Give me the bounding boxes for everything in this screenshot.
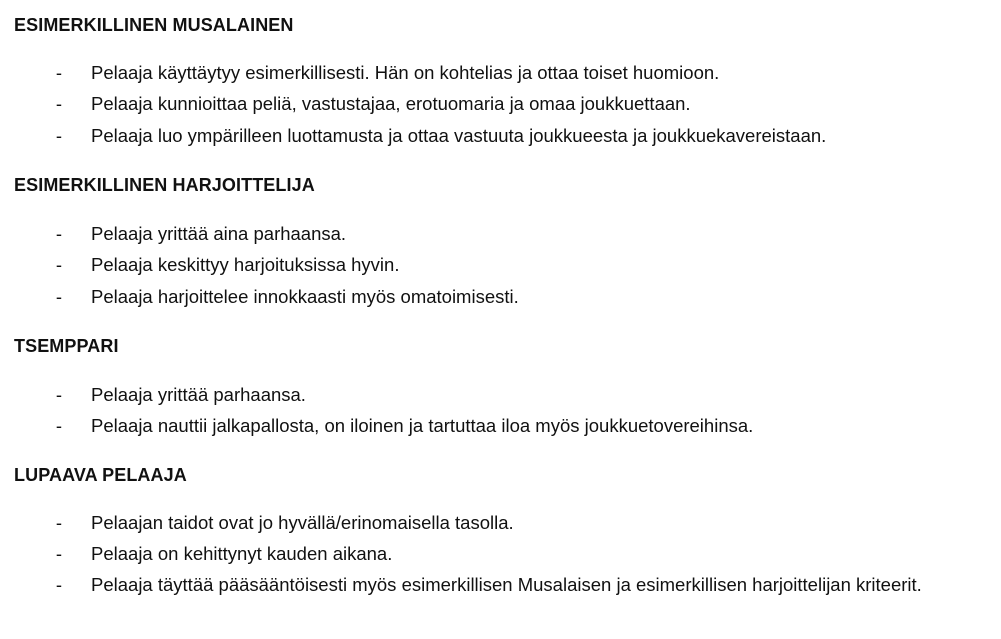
- list-item-text: Pelaaja keskittyy harjoituksissa hyvin.: [91, 254, 400, 275]
- section-heading-tsemppari: TSEMPPARI: [14, 336, 119, 356]
- list-item: [0, 380, 1001, 410]
- bullet-dash: -: [55, 125, 63, 146]
- list-item-text: Pelaajan taidot ovat jo hyvällä/erinomaisella tasolla.: [91, 512, 514, 533]
- bullet-dash: -: [55, 543, 63, 564]
- list-item-text: Pelaaja käyttäytyy esimerkillisesti. Hän on kohtelias ja ottaa toiset huomioon.: [91, 62, 720, 83]
- list-item-text: Pelaaja täyttää pääsääntöisesti myös esimerkillisen Musalaisen ja esimerkillisen harjoittelijan kriteerit.: [91, 574, 922, 595]
- list-item: [0, 570, 1001, 630]
- list-item-text: Pelaaja harjoittelee innokkaasti myös omatoimisesti.: [91, 286, 519, 307]
- bullet-dash: -: [55, 286, 63, 307]
- list-item-text: Pelaaja yrittää aina parhaansa.: [91, 223, 347, 244]
- section-heading-lupaava-pelaaja: LUPAAVA PELAAJA: [14, 465, 187, 485]
- list-item: [0, 250, 1001, 280]
- list-item: [0, 282, 1001, 312]
- list-item-text: Pelaaja yrittää parhaansa.: [91, 384, 306, 405]
- bullet-dash: -: [55, 384, 63, 405]
- list-item-text: Pelaaja nauttii jalkapallosta, on iloinen ja tartuttaa iloa myös joukkuetovereihinsa.: [91, 415, 754, 436]
- list-item: [0, 121, 1001, 151]
- list-item: [0, 539, 1001, 569]
- list-item: [0, 508, 1001, 538]
- list-item: [0, 58, 1001, 88]
- bullet-dash: -: [55, 93, 63, 114]
- section-heading-esimerkillinen-musalainen: ESIMERKILLINEN MUSALAINEN: [14, 15, 294, 35]
- list-item-text: Pelaaja luo ympärilleen luottamusta ja ottaa vastuuta joukkueesta ja joukkuekavereistaan.: [91, 125, 827, 146]
- bullet-dash: -: [55, 512, 63, 533]
- bullet-dash: -: [55, 254, 63, 275]
- bullet-dash: -: [55, 223, 63, 244]
- list-item-text: Pelaaja on kehittynyt kauden aikana.: [91, 543, 393, 564]
- list-item: [0, 219, 1001, 249]
- bullet-dash: -: [55, 574, 63, 595]
- bullet-dash: -: [55, 62, 63, 83]
- list-item: [0, 89, 1001, 119]
- list-item-text: Pelaaja kunnioittaa peliä, vastustajaa, erotuomaria ja omaa joukkuettaan.: [91, 93, 691, 114]
- section-heading-esimerkillinen-harjoittelija: ESIMERKILLINEN HARJOITTELIJA: [14, 175, 315, 195]
- bullet-dash: -: [55, 415, 63, 436]
- list-item: [0, 411, 1001, 441]
